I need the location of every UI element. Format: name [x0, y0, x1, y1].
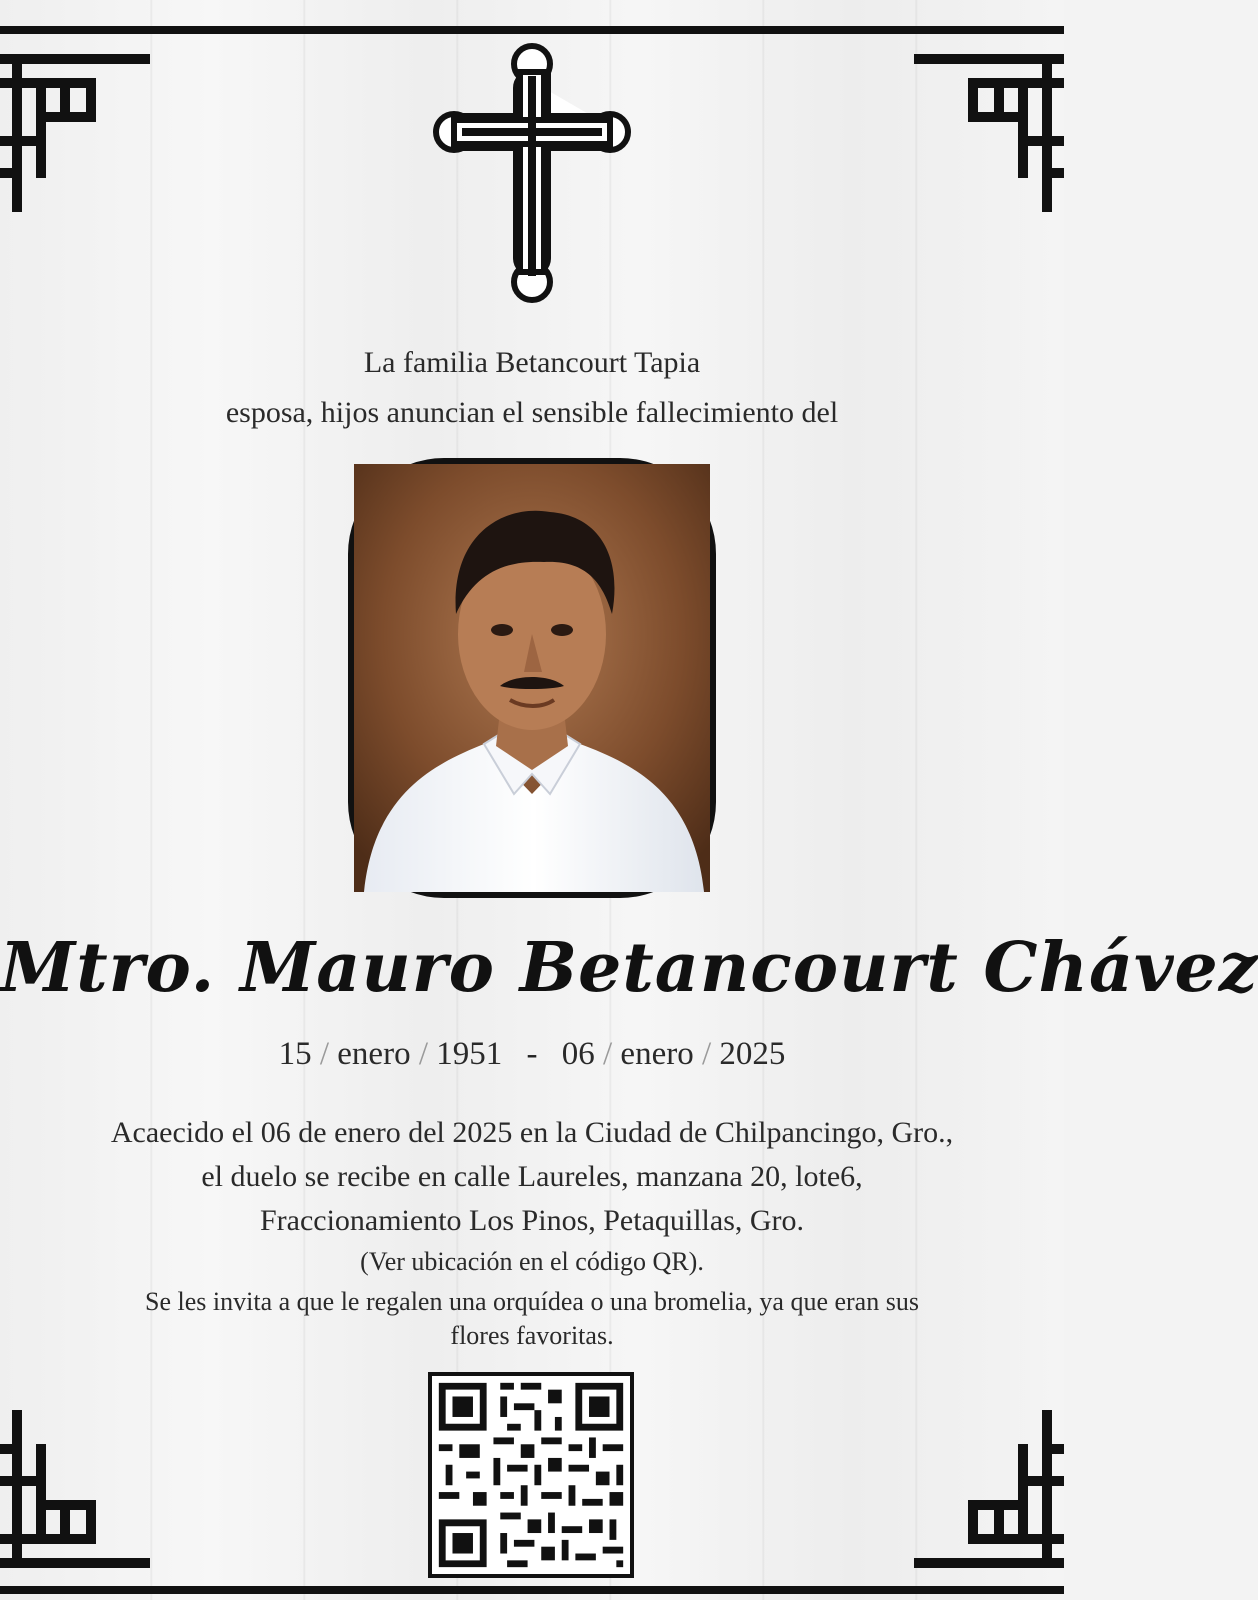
- intro-announcement: esposa, hijos anuncian el sensible fallecimiento del: [225, 396, 839, 429]
- details-line-4: (Ver ubicación en el código QR).: [360, 1247, 704, 1276]
- details-line-3: Fraccionamiento Los Pinos, Petaquillas, Gro.: [259, 1204, 805, 1237]
- corner-ornament-top-right-icon: [904, 42, 1064, 222]
- corner-ornament-bottom-right-icon: [904, 1400, 1064, 1580]
- corner-ornament-top-left-icon: [0, 42, 160, 222]
- portrait-photo: [348, 458, 716, 898]
- top-border: [0, 26, 1064, 34]
- birth-month: enero: [337, 1036, 411, 1072]
- details-line-6: flores favoritas.: [450, 1321, 614, 1350]
- details-line-2: el duelo se recibe en calle Laureles, manzana 20, lote6,: [201, 1160, 863, 1193]
- death-day: 06: [561, 1036, 595, 1072]
- deceased-name: Mtro. Mauro Betancourt Chávez: [0, 928, 1258, 1008]
- cross-icon: [436, 42, 628, 308]
- corner-ornament-bottom-left-icon: [0, 1400, 160, 1580]
- details-line-5: Se les invita a que le regalen una orquídea o una bromelia, ya que eran sus: [145, 1287, 919, 1316]
- intro-family: La familia Betancourt Tapia: [363, 346, 701, 379]
- death-year: 2025: [719, 1036, 786, 1072]
- details-line-1: Acaecido el 06 de enero del 2025 en la Ciudad de Chilpancingo, Gro.,: [110, 1116, 954, 1149]
- birth-year: 1951: [436, 1036, 503, 1072]
- bottom-border: [0, 1586, 1064, 1594]
- death-month: enero: [620, 1036, 694, 1072]
- qr-code[interactable]: [428, 1372, 634, 1578]
- birth-day: 15: [278, 1036, 312, 1072]
- life-dates: 15 / enero / 1951 - 06 / enero / 2025: [278, 1036, 786, 1072]
